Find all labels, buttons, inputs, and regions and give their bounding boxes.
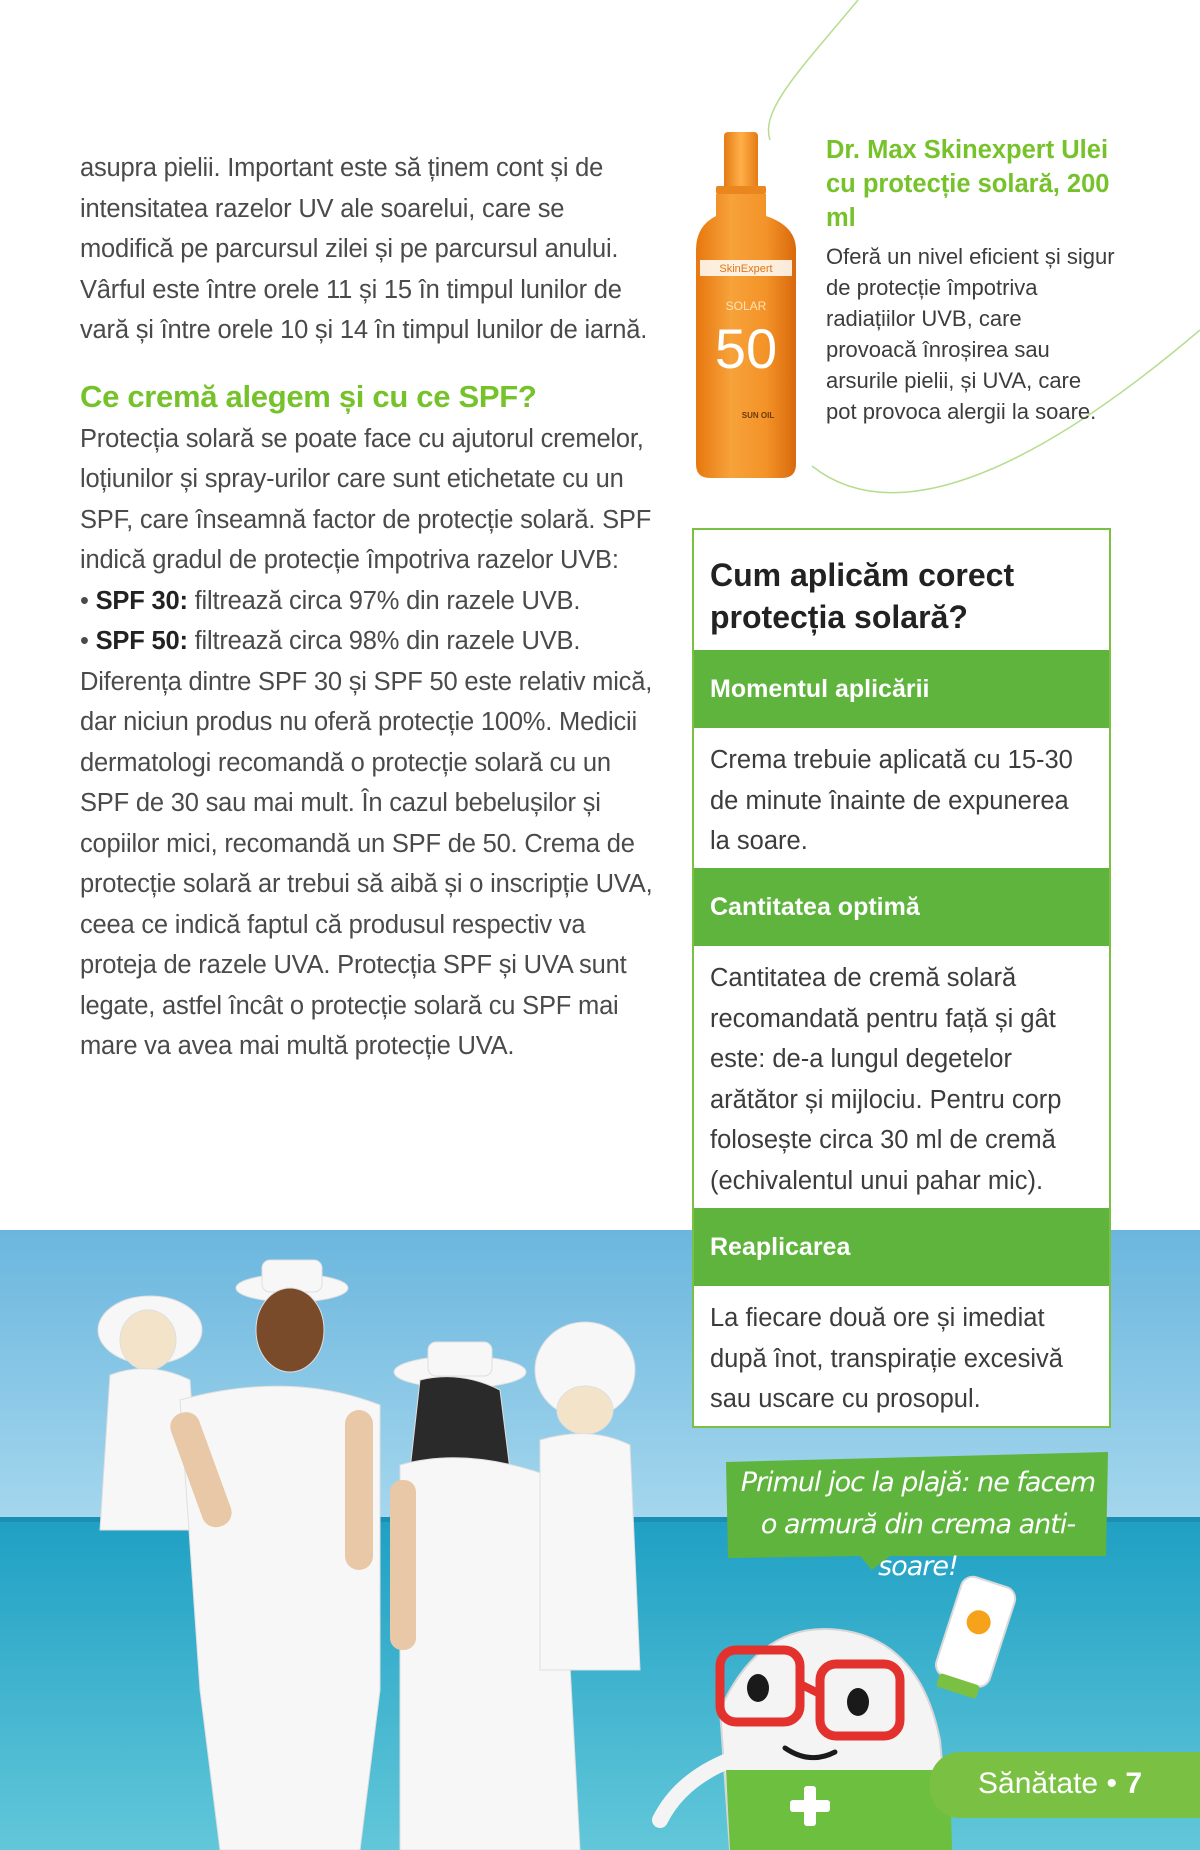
section-body-timing: Crema trebuie aplicată cu 15-30 de minute înainte de expunerea la soare. bbox=[710, 746, 1073, 855]
section-body-quantity: Cantitatea de cremă solară recomandată pentru față și gât este: de-a lungul degetelor arătător și mijlociu. Pentru corp folosește circa 30 ml de cremă (echivalentul unui pahar mic). bbox=[710, 964, 1062, 1195]
footer-separator: • bbox=[1106, 1767, 1117, 1800]
bottle-brand-label: SkinExpert bbox=[719, 263, 773, 275]
product-description: Oferă un nivel eficient și sigur de protecție împotriva radiațiilor UVB, care provoacă înroșirea sau arsurile pielii, și UVA, care pot provoca alergii la soare. bbox=[826, 244, 1115, 424]
bullet-spf-50: • SPF 50: filtrează circa 98% din razele UVB. bbox=[80, 627, 581, 655]
bottle-spf-label: 50 bbox=[714, 317, 778, 380]
bottle-type-label: SUN OIL bbox=[741, 411, 775, 420]
section-heading-quantity: Cantitatea optimă bbox=[694, 868, 1109, 946]
spf-paragraph-1: Protecția solară se poate face cu ajutorul cremelor, loțiunilor și spray-urilor care sunt etichetate cu un SPF, care înseamnă factor de protecție solară. SPF indică gradul de protecție împotriva razelor UVB: bbox=[80, 424, 652, 574]
product-title: Dr. Max Skinexpert Ulei cu protecție solară, 200 ml bbox=[826, 136, 1110, 232]
article-body bbox=[80, 148, 660, 1067]
bullet-text: filtrează circa 98% din razele UVB. bbox=[194, 627, 581, 655]
speech-bubble-text: Primul joc la plajă: ne facem o armură din crema anti-soare! bbox=[740, 1467, 1096, 1582]
footer-label bbox=[978, 1762, 1142, 1806]
intro-paragraph: asupra pielii. Important este să ținem cont și de intensitatea razelor UV ale soarelui, care se modifică pe parcursul zilei și pe parcursul anului. Vârful este între orele 11 și 15 în timpul lunilor de vară și între orele 10 și 14 în timpul lunilor de iarnă. bbox=[80, 154, 648, 344]
sun-oil-bottle-image bbox=[686, 128, 806, 488]
spf-paragraph-2: Diferența dintre SPF 30 și SPF 50 este relativ mică, dar niciun produs nu oferă protecție 100%. Medicii dermatologi recomandă o protecție solară cu un SPF de 30 sau mai mult. În cazul bebelușilor și copiilor mici, recomandă un SPF de 50. Crema de protecție solară ar trebui să aibă și o inscripție UVA, ceea ce indică faptul că produsul respectiv va proteja de razele UVA. Protecția SPF și UVA sunt legate, astfel încât o protecție solară cu SPF mai mare va avea mai multă protecție UVA. bbox=[80, 667, 653, 1060]
sun-protection-tips-box bbox=[692, 528, 1111, 1428]
info-box-title: Cum aplicăm corect protecția solară? bbox=[710, 557, 1015, 635]
bottle-solar-label: SOLAR bbox=[725, 299, 767, 313]
spf-section-heading: Ce cremă alegem și cu ce SPF? bbox=[80, 378, 537, 414]
section-heading-timing: Momentul aplicării bbox=[694, 650, 1109, 728]
section-body-reapplication: La fiecare două ore și imediat după înot, transpirație excesivă sau uscare cu prosopul. bbox=[710, 1304, 1063, 1413]
footer-section-name: Sănătate bbox=[978, 1767, 1099, 1800]
bullet-label: SPF 50: bbox=[95, 627, 188, 655]
bullet-text: filtrează circa 97% din razele UVB. bbox=[194, 586, 581, 615]
section-heading-reapplication: Reaplicarea bbox=[694, 1208, 1109, 1286]
page-number: 7 bbox=[1125, 1767, 1142, 1800]
product-info bbox=[826, 133, 1116, 427]
bullet-label: SPF 30: bbox=[95, 586, 188, 615]
bullet-spf-30: • SPF 30: filtrează circa 97% din razele UVB. bbox=[80, 586, 581, 615]
